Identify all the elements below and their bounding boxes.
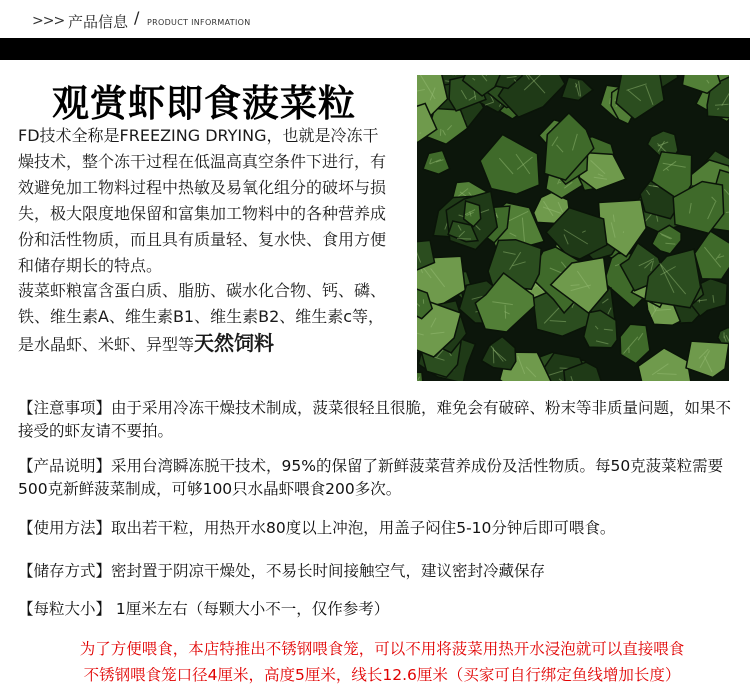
spinach-vein — [440, 129, 441, 136]
header-divider-bar — [0, 38, 750, 60]
intro-paragraph-fd: FD技术全称是FREEZING DRYING，也就是冷冻干燥技术，整个冻干过程在低温高真空条件下进行，有效避免加工物料过程中热敏及易氧化组分的破坏与损失，极大限度地保留和富集加工物料中的各种营养成份和活性物质，而且具有质量轻、复水快、食用方便和储存期长的特点。 — [18, 126, 387, 275]
product-description-note: 【产品说明】采用台湾瞬冻脱干技术，95%的保留了新鲜菠菜营养成份及活性物质。每50克菠菜粒需要500克新鲜菠菜制成，可够100只水晶虾喂食200多次。 — [18, 457, 724, 498]
nutrition-text: 菠菜虾粮富含蛋白质、脂肪、碳水化合物、钙、磷、铁、维生素A、维生素B1、维生素B2、维生素c等，是水晶虾、米虾、异型等 — [18, 281, 387, 354]
caution-note: 【注意事项】由于采用冷冻干燥技术制成，菠菜很轻且很脆，难免会有破碎、粉末等非质量问题，如果不接受的虾友请不要拍。 — [18, 399, 732, 440]
header-title-cn: 产品信息 — [68, 13, 129, 31]
storage-note: 【储存方式】密封置于阴凉干燥处，不易长时间接触空气，建议密封冷藏保存 — [18, 562, 546, 580]
intro-paragraph-nutrition — [18, 278, 390, 358]
promo-line-2: 不锈钢喂食笼口径4厘米，高度5厘米，线长12.6厘米（买家可自行绑定鱼线增加长度） — [83, 666, 681, 684]
header-slash: / — [134, 8, 140, 27]
natural-feed-highlight: 天然饲料 — [194, 331, 275, 355]
usage-note: 【使用方法】取出若干粒，用热开水80度以上冲泡，用盖子闷住5-10分钟后即可喂食。 — [18, 519, 616, 537]
header-title-en: PRODUCT INFORMATION — [147, 18, 251, 27]
spinach-chunk — [686, 341, 729, 377]
section-header — [0, 0, 750, 38]
size-note: 【每粒大小】 1厘米左右（每颗大小不一，仅作参考） — [18, 600, 390, 618]
spinach-chunk — [620, 324, 650, 363]
spinach-vein — [505, 305, 506, 319]
spinach-chunk — [695, 231, 729, 279]
spinach-product-photo — [417, 75, 729, 381]
product-title: 观赏虾即食菠菜粒 — [52, 81, 356, 125]
spinach-chunk — [482, 337, 516, 370]
spinach-vein — [717, 109, 719, 110]
spinach-chunks-image — [417, 75, 729, 381]
spinach-chunk — [480, 135, 539, 195]
header-arrows: >>> — [32, 13, 65, 29]
promo-line-1: 为了方便喂食，本店特推出不锈钢喂食笼，可以不用将菠菜用热开水浸泡就可以直接喂食 — [79, 640, 685, 658]
